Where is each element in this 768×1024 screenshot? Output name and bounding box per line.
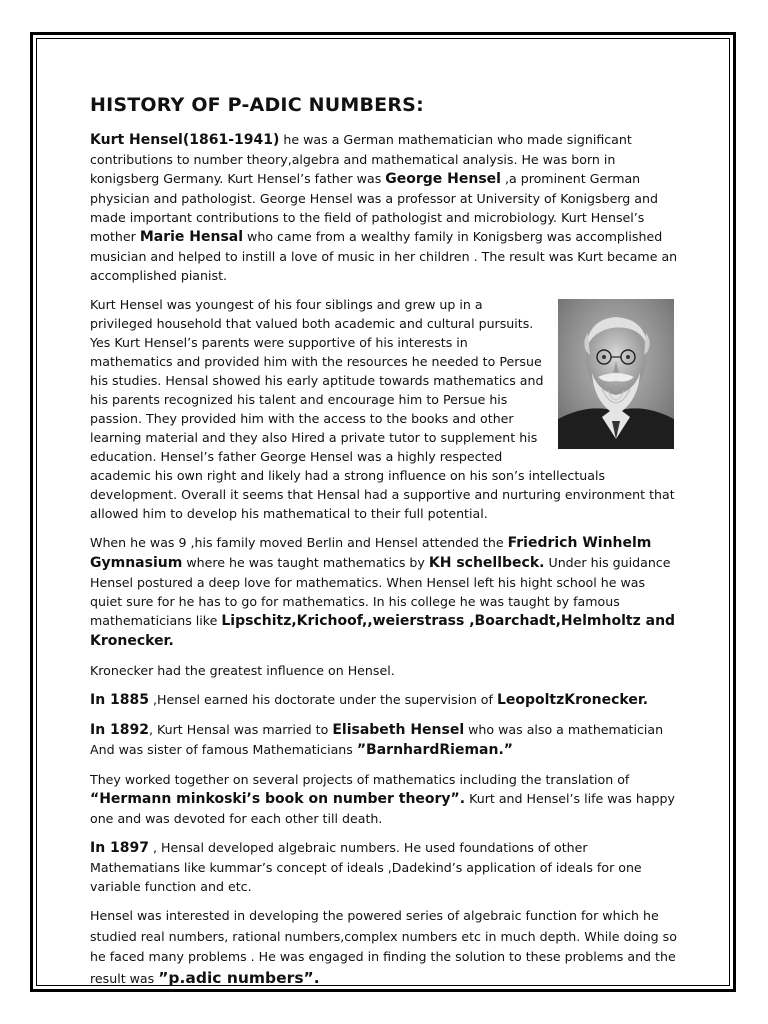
hensel-portrait [558,299,678,449]
wife-name: Elisabeth Hensel [332,722,465,738]
paragraph-childhood [90,295,678,523]
paragraph-1897 [90,838,678,896]
portrait-image [558,299,674,449]
text-span: he was a German mathematician who made significant contributions to number theory,algebra and mathematical analysis. He was born in konigsberg Germany. Kurt Hensel’s father was [90,132,632,186]
text-span: When he was 9 ,his family moved Berlin and Hensel attended the [90,535,508,550]
school-name: Friedrich Winhelm Gymnasium [90,535,652,571]
text-span: to Persue his passion. They provided him with the access to the books and other learning material and they also Hired a private tutor to supplement his education. Hensel’s father George Hensel was a highly respected academic his own right and likely had a strong influence on his son’s intellectuals development. Overall it seems that Hensal had a supportive and nurturing environment that allowed him to develop his mathematical to their full potential. [90,392,675,521]
year-1897: In 1897 [90,840,150,856]
brother-name: ”BarnhardRieman.” [356,742,513,758]
page-title: HISTORY OF P-ADIC NUMBERS: [90,94,424,116]
book-title: “Hermann minkoski’s book on number theory”. [90,791,466,807]
year-1892: In 1892 [90,722,150,738]
father-name: George Hensel [385,171,501,187]
teacher-name: KH schellbeck. [428,555,545,571]
text-span: Kurt Hensel was youngest of his four siblings and grew up in a privileged household that valued both academic and cultural pursuits. Yes Kurt Hensel’s parents were supportive of his interests in mathematics and provided him with the resources he needed to Persue his studies. Hensal showed his early aptitude towards mathematics and his parents recognized his talent and encourage him [90,297,544,407]
text-span: , Kurt Hensal was married to [149,722,333,737]
year-1885: In 1885 [90,692,150,708]
text-span: Kurt and Hensel’s life was happy one and was devoted for each other till death. [90,791,675,826]
document-body [90,94,678,999]
paragraph-1892 [90,720,678,760]
text-span: They worked together on several projects of mathematics including the translation of [90,772,630,787]
text-span: who came from a wealthy family in Konigsberg was accomplished musician and helped to instill a love of music in her children . The result was Kurt became an accomplished pianist. [90,229,678,283]
text-span: where he was taught mathematics by [182,555,429,570]
paragraph-intro [90,130,678,285]
text-span: Under his guidance Hensel postured a deep love for mathematics. When Hensel left his hight school he was quiet sure for he has to go for mathematics. In his college he was taught by famous mathematicians like [90,555,671,628]
text-span: who was also a mathematician And was sister of famous Mathematicians [90,722,664,757]
paragraph-translation [90,770,678,828]
text-span: Hensel was interested in developing the powered series of algebraic function for which he studied real numbers, rational numbers,complex numbers etc in much depth. While doing so he faced many problems . He was engaged in finding the solution to these problems and the result was [90,908,677,986]
paragraph-padic [90,906,678,989]
text-span: , Hensal developed algebraic numbers. He used foundations of other Mathematians like kummar’s concept of ideals ,Dadekind’s application of ideals for one variable function and etc. [90,840,642,894]
paragraph-education [90,533,678,651]
mother-name: Marie Hensal [139,229,244,245]
hensel-name: Kurt Hensel(1861-1941) [90,132,280,148]
padic-result: ”p.adic numbers”. [158,968,320,987]
text-span: ,Hensel earned his doctorate under the supervision of [149,692,497,707]
paragraph-1885 [90,690,678,710]
mathematicians-list: Lipschitz,Krichoof,,weierstrass ,Boarchadt,Helmholtz and Kronecker. [90,613,676,649]
text-span: ,a prominent German physician and pathologist. George Hensel was a professor at University of Konigsberg and made important contributions to the field of pathologist and microbiology. Kurt Hensel’s mother [90,171,658,244]
paragraph-kronecker: Kronecker had the greatest influence on Hensel. [90,663,395,678]
supervisor-name: LeopoltzKronecker. [496,692,649,708]
